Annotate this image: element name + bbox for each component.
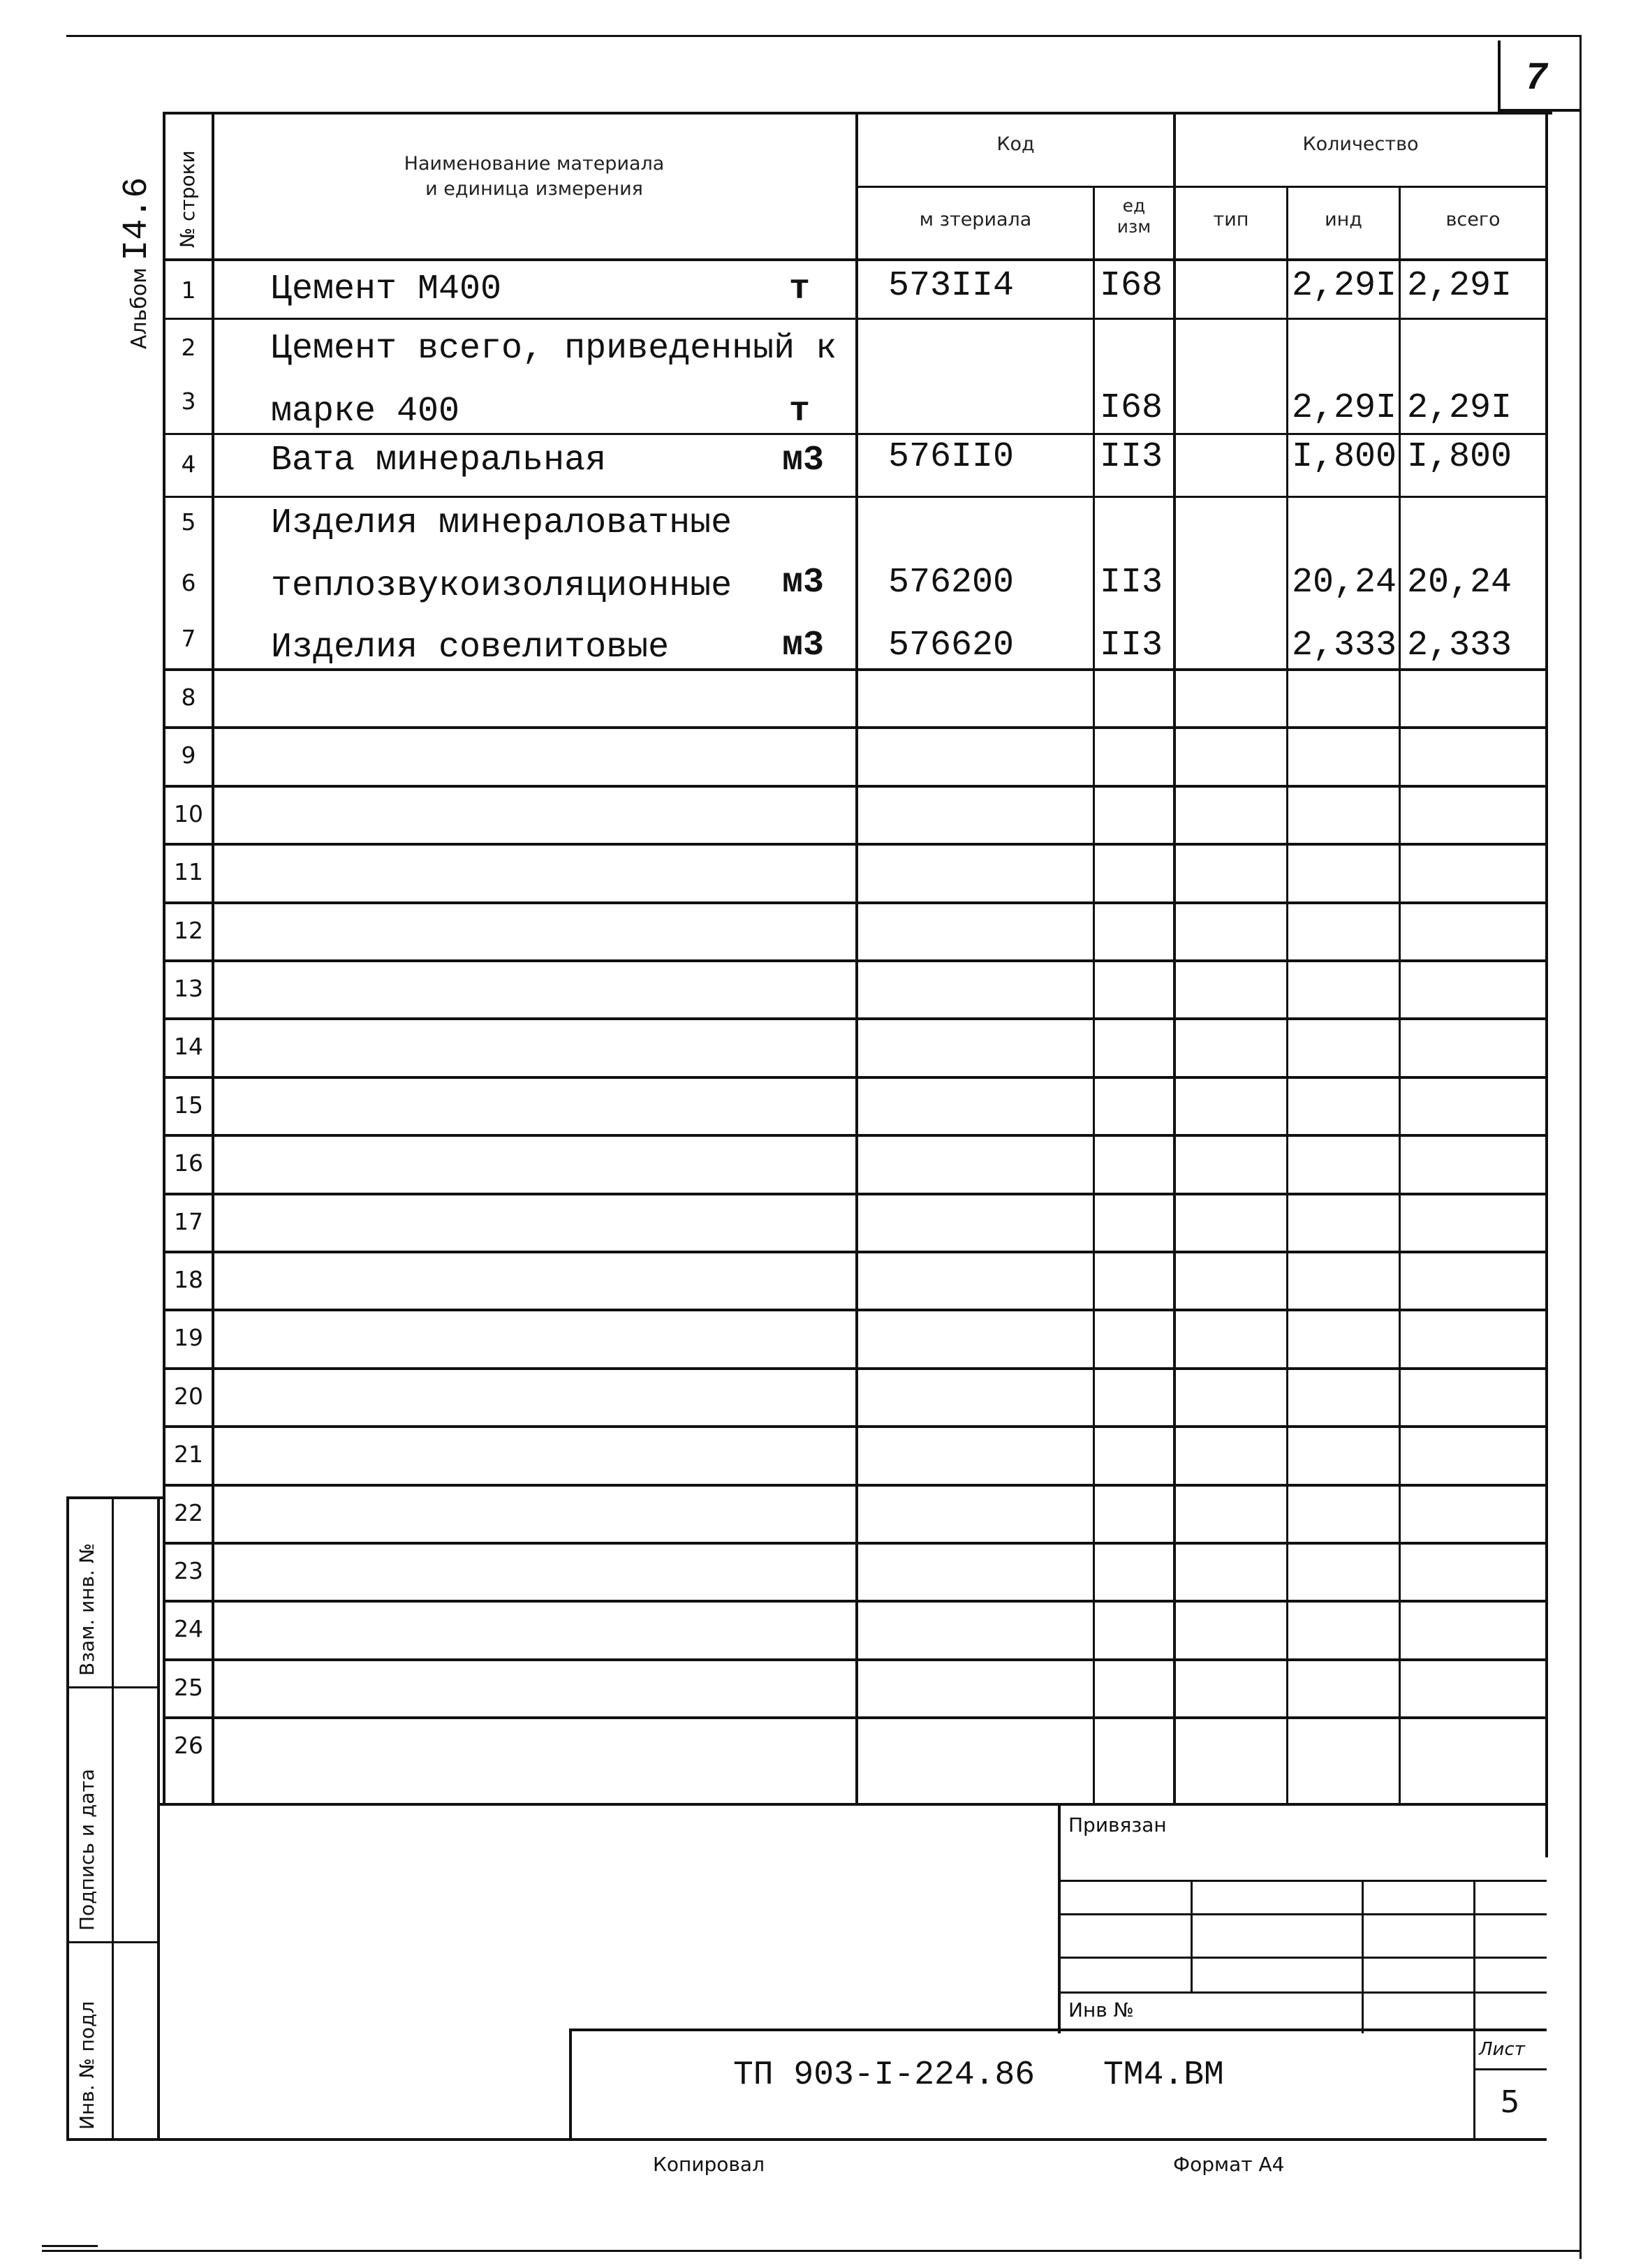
row-total: 2,29I (1407, 266, 1512, 306)
row-unit: т (789, 392, 811, 432)
row-number: 20 (174, 1382, 203, 1410)
row-number: 26 (174, 1732, 203, 1760)
row-divider (163, 726, 1548, 729)
row-divider (163, 1542, 1548, 1545)
header-name-line2: и единица измерения (425, 178, 643, 200)
row-number: 15 (174, 1091, 203, 1119)
row-number: 21 (174, 1441, 203, 1468)
header-quantity: Количество (1302, 133, 1419, 155)
row-number: 8 (181, 684, 196, 711)
row-number: 12 (174, 916, 203, 944)
header-qty-total: всего (1445, 209, 1501, 230)
row-ind: 2,333 (1292, 626, 1397, 665)
sheet-label: Лист (1479, 2039, 1525, 2060)
row-number: 24 (174, 1615, 203, 1643)
row-number: 18 (174, 1266, 203, 1293)
row-ind: 2,29I (1292, 266, 1397, 306)
stamp-vzam: Взам. инв. № (75, 1542, 98, 1676)
row-number: 13 (174, 975, 203, 1002)
stamp-podpis: Подпись и дата (75, 1769, 98, 1931)
row-unit-code: II3 (1100, 626, 1163, 665)
row-number: 23 (174, 1557, 203, 1584)
row-divider (163, 785, 1548, 788)
row-total: 2,29I (1407, 388, 1512, 428)
row-code: 576II0 (888, 437, 1015, 477)
header-code: Код (996, 133, 1035, 155)
row-number: 10 (174, 800, 203, 827)
row-divider (163, 1251, 1548, 1253)
row-number: 5 (181, 508, 196, 536)
row-number: 11 (174, 858, 203, 886)
title-inv-no: Инв № (1068, 1998, 1134, 2022)
header-code-material: м зтериала (919, 209, 1032, 230)
stamp-inv-podl: Инв. № подл (75, 2001, 98, 2130)
row-name: теплозвукоизоляционные (271, 566, 732, 606)
row-unit-code: II3 (1100, 437, 1163, 477)
row-number: 25 (174, 1673, 203, 1701)
page-number: 7 (1524, 56, 1548, 101)
row-divider (163, 1367, 1548, 1370)
row-name: Цемент всего, приведенный к (271, 329, 837, 369)
footer-format: Формат А4 (1173, 2153, 1285, 2176)
row-number: 16 (174, 1149, 203, 1177)
row-ind: 20,24 (1292, 563, 1397, 603)
row-total: I,800 (1407, 437, 1512, 477)
album-label: Альбом (127, 267, 152, 349)
row-name: Вата минеральная (271, 441, 607, 480)
header-row-number: № строки (176, 150, 199, 248)
row-divider (163, 1484, 1548, 1487)
row-divider (163, 843, 1548, 846)
row-divider (163, 1716, 1548, 1719)
row-code: 576620 (888, 626, 1015, 665)
row-unit-code: II3 (1100, 563, 1163, 603)
row-divider (163, 1076, 1548, 1079)
row-name: Цемент М400 (271, 270, 502, 309)
row-number: 19 (174, 1324, 203, 1352)
album-number: I4.6 (117, 177, 157, 261)
row-ind: I,800 (1292, 437, 1397, 477)
row-divider (163, 1425, 1548, 1428)
footer-copied: Копировал (653, 2153, 765, 2176)
row-name: Изделия минераловатные (271, 503, 732, 543)
row-number: 17 (174, 1207, 203, 1235)
row-total: 2,333 (1407, 626, 1512, 665)
header-qty-ind: инд (1325, 209, 1362, 230)
row-number: 4 (181, 450, 196, 478)
header-code-unit-2: изм (1117, 216, 1151, 237)
row-unit: м3 (782, 626, 825, 665)
row-divider (163, 1193, 1548, 1195)
row-ind: 2,29I (1292, 388, 1397, 428)
row-number: 14 (174, 1033, 203, 1061)
row-divider (163, 1134, 1548, 1137)
row-name: Изделия совелитовые (271, 628, 670, 668)
header-name-line1: Наименование материала (404, 153, 665, 175)
row-divider (163, 1017, 1548, 1020)
row-number: 7 (181, 625, 196, 652)
row-divider (163, 1658, 1548, 1661)
doc-code: ТП 903-I-224.86 (733, 2056, 1036, 2094)
row-total: 20,24 (1407, 563, 1512, 603)
header-code-unit-1: ед (1122, 196, 1146, 216)
row-name: марке 400 (271, 392, 460, 432)
row-unit: т (789, 270, 811, 309)
row-unit-code: I68 (1100, 388, 1163, 428)
row-number: 3 (181, 388, 196, 415)
row-number: 6 (181, 569, 196, 596)
row-number: 22 (174, 1498, 203, 1526)
row-code: 573II4 (888, 266, 1015, 306)
row-unit: м3 (782, 563, 825, 603)
row-divider (163, 1309, 1548, 1311)
header-qty-type: тип (1213, 209, 1249, 230)
row-number: 1 (181, 277, 196, 304)
row-divider (163, 1600, 1548, 1603)
row-divider (163, 901, 1548, 904)
row-divider (163, 959, 1548, 962)
row-unit-code: I68 (1100, 266, 1163, 306)
row-code: 576200 (888, 563, 1015, 603)
row-number: 9 (181, 742, 196, 770)
row-unit: м3 (782, 441, 825, 480)
sheet-value: 5 (1500, 2084, 1520, 2120)
row-number: 2 (181, 334, 196, 361)
doc-mark: ТМ4.ВМ (1103, 2056, 1224, 2094)
title-privyazan: Привязан (1068, 1813, 1167, 1836)
